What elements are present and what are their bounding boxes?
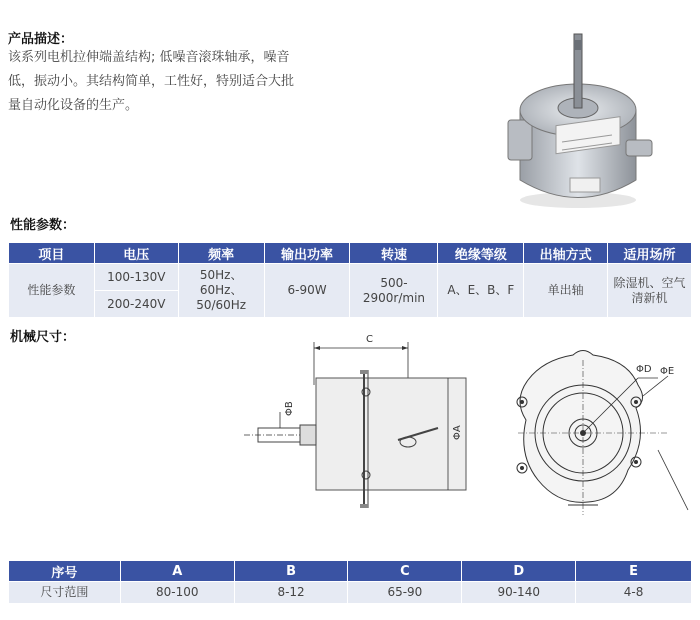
header-speed: 转速 [350, 243, 438, 264]
dim-e-label: ΦE [660, 366, 675, 377]
performance-title: 性能参数： [10, 218, 76, 233]
dim-a-label: ΦA [452, 425, 463, 440]
dim-value-e: 4-8 [576, 582, 692, 604]
dimensions-row [9, 582, 692, 604]
dim-value-b: 8-12 [234, 582, 348, 604]
voltage-2: 200-240V [94, 291, 178, 318]
dimensions-header-row [9, 561, 692, 582]
usage-value: 除湿机、空气清新机 [608, 264, 692, 318]
header-power: 输出功率 [264, 243, 350, 264]
dim-header-d: D [462, 561, 576, 582]
mechanical-title: 机械尺寸： [10, 330, 76, 345]
motor-image [490, 30, 660, 220]
shaft-value: 单出轴 [524, 264, 608, 318]
description-text: 该系列电机拉伸端盖结构; 低噪音滚珠轴承，噪音低，振动小。其结构简单，工性好，特别适合大批量自动化设备的生产。 [8, 50, 295, 113]
header-usage: 适用场所 [608, 243, 692, 264]
dim-header-a: A [120, 561, 234, 582]
side-view-drawing [238, 330, 468, 520]
speed-value: 500-2900r/min [350, 264, 438, 318]
header-voltage: 电压 [94, 243, 178, 264]
dim-value-c: 65-90 [348, 582, 462, 604]
performance-header-row [9, 243, 692, 264]
insulation-value: A、E、B、F [438, 264, 524, 318]
performance-table [8, 242, 692, 318]
performance-row [9, 264, 692, 291]
description-title: 产品描述： [8, 32, 74, 47]
dim-header-e: E [576, 561, 692, 582]
dim-d-label: ΦD [636, 364, 652, 375]
header-item: 项目 [9, 243, 95, 264]
dim-b-label: ΦB [284, 401, 295, 416]
header-frequency: 频率 [178, 243, 264, 264]
dimensions-table [8, 560, 692, 604]
dim-c-label: C [366, 334, 373, 345]
front-view-drawing [498, 340, 698, 520]
header-shaft: 出轴方式 [524, 243, 608, 264]
dim-value-d: 90-140 [462, 582, 576, 604]
dim-header-index: 序号 [9, 561, 121, 582]
voltage-1: 100-130V [94, 264, 178, 291]
dim-row-label: 尺寸范围 [9, 582, 121, 604]
dim-header-c: C [348, 561, 462, 582]
frequency-value: 50Hz、60Hz、50/60Hz [178, 264, 264, 318]
performance-row-label: 性能参数 [9, 264, 95, 318]
power-value: 6-90W [264, 264, 350, 318]
dim-value-a: 80-100 [120, 582, 234, 604]
header-insulation: 绝缘等级 [438, 243, 524, 264]
dim-header-b: B [234, 561, 348, 582]
